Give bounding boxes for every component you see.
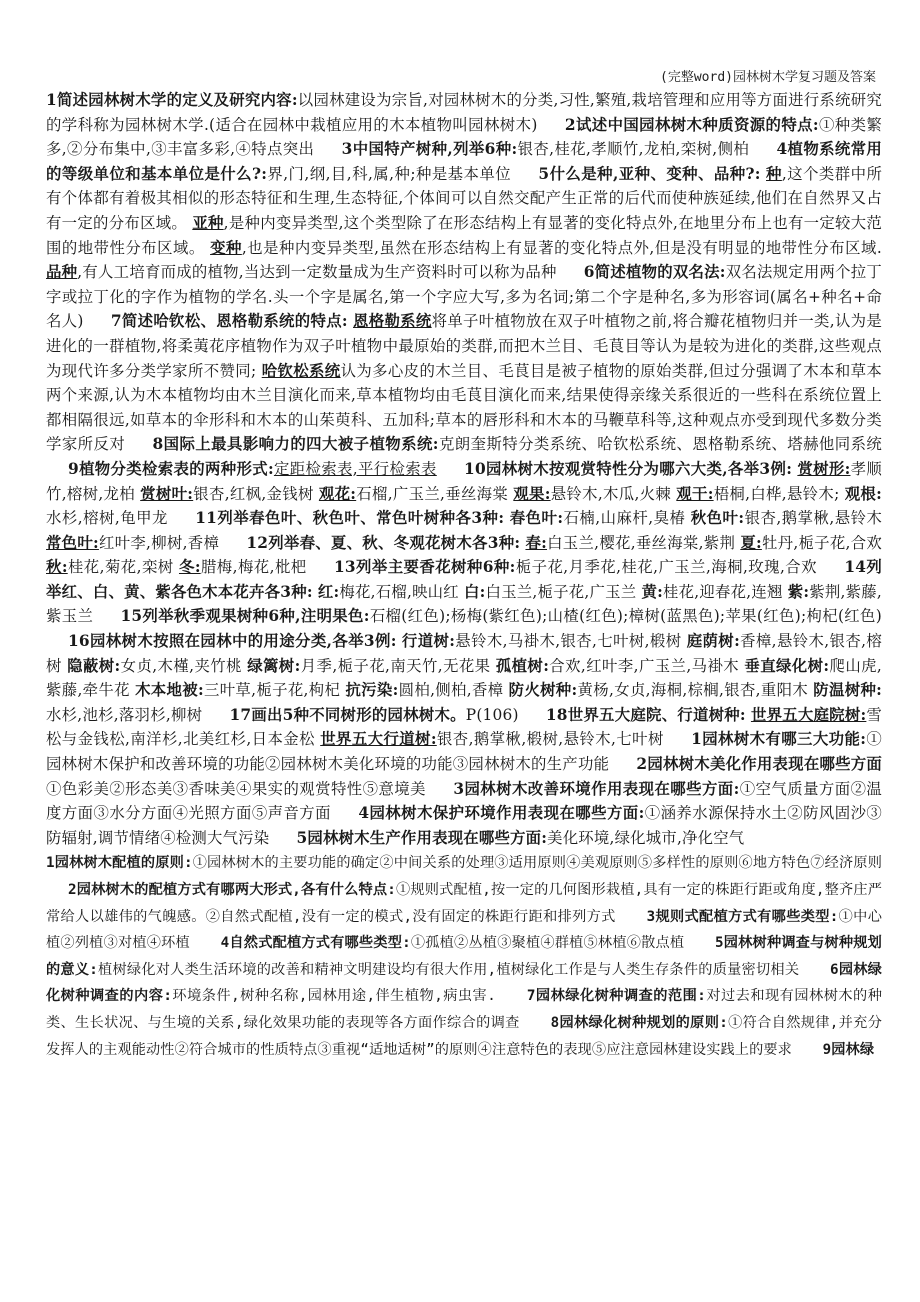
answer-text: 石榴,广玉兰,垂丝海棠: [356, 484, 509, 503]
question-label: 紫:: [787, 582, 810, 601]
question-label: 5什么是种,亚种、变种、品种?:: [538, 164, 761, 183]
answer-text: 水杉,池杉,落羽杉,柳树: [46, 705, 203, 724]
answer-text: 植树绿化对人类生活环境的改善和精神文明建设均有很大作用,植树绿化工作是与人类生存条件的质量密切相关: [97, 961, 800, 978]
term-label: 赏树叶:: [140, 484, 194, 503]
answer-text: ①涵养水源保持水土②防风固沙③防辐射,调节情绪④检测大气污染: [46, 804, 882, 847]
question-label: 12列举春、夏、秋、冬观花树木各3种:: [246, 533, 521, 552]
qa-item: [319, 485, 508, 503]
term-label: 观花:: [318, 484, 357, 503]
term-label: 哈钦松系统: [261, 361, 341, 380]
qa-item: [320, 140, 750, 158]
answer-text: P(106): [465, 705, 519, 724]
answer-text: 月季,栀子花,南天竹,无花果: [300, 656, 491, 675]
question-label: 7简述哈钦松、恩格勒系统的特点:: [110, 312, 348, 331]
qa-item: [320, 730, 664, 748]
qa-item: [402, 632, 682, 650]
answer-text: ①空气质量方面②温度方面③水分方面④光照方面⑤声音方面: [46, 779, 882, 823]
question-label: 13列举主要香花树种6种:: [333, 558, 516, 577]
qa-section-1: [46, 88, 882, 850]
answer-text: 悬铃木,木瓜,火棘: [550, 484, 672, 503]
answer-text: 紫荆,紫藤,紫玉兰: [46, 582, 882, 626]
qa-item: [691, 509, 882, 527]
question-label: 6简述植物的双名法:: [583, 263, 726, 282]
answer-text: ,也是种内变异类型,虽然在形态结构上有显著的变化特点外,但是没有明显的地带性分布区域.: [241, 238, 883, 257]
answer-text: ①园林树木保护和改善环境的功能②园林树木美化环境的功能③园林树木的生产功能: [46, 730, 882, 774]
question-label: 2园林树木的配植方式有哪两大形式,各有什么特点:: [68, 882, 396, 898]
answer-text: ,这个类群中所有个体都有着极其相似的形态特征和生理,生态特征,个体间可以自然交配产生正常的后代而使种族延续,他们在自然界又占有一定的分布区域。: [46, 164, 883, 232]
question-label: 抗污染:: [345, 681, 399, 700]
question-label: 黄:: [641, 582, 663, 601]
answer-text: 白玉兰,樱花,垂丝海棠,紫荆: [547, 533, 736, 552]
term-label: 亚种: [192, 213, 224, 232]
question-label: 11列举春色叶、秋色叶、常色叶树种各3种:: [195, 509, 505, 528]
qa-item: [516, 165, 760, 183]
qa-item: [199, 935, 685, 951]
question-label: 4园林树木保护环境作用表现在哪些方面:: [358, 804, 645, 823]
question-label: 白:: [464, 582, 486, 601]
qa-item: [210, 239, 882, 257]
term-label: 赏树形:: [797, 459, 851, 478]
qa-item: [135, 681, 340, 699]
answer-text: 银杏,桂花,孝顺竹,龙柏,栾树,侧柏: [517, 140, 750, 159]
question-label: 5园林树种调查与树种规划的意义:: [46, 935, 882, 978]
question-label: 15列举秋季观果树种6种,注明果色:: [120, 607, 370, 626]
question-label: 红:: [317, 582, 340, 601]
answer-text: ①园林树木的主要功能的确定②中间关系的处理③适用原则④美观原则⑤多样性的原则⑥地方特色⑦经济原则: [192, 855, 882, 872]
answer-text: 环境条件,树种名称,园林用途,伴生植物,病虫害.: [172, 988, 496, 1005]
question-label: 7园林绿化树种调查的范围:: [526, 988, 706, 1005]
question-label: 3园林树木改善环境作用表现在哪些方面:: [453, 779, 740, 798]
question-label: 1园林树木有哪三大功能:: [691, 730, 867, 749]
question-label: 防温树种:: [813, 681, 883, 700]
qa-item: [510, 509, 686, 527]
qa-item: [207, 706, 518, 724]
question-label: 庭荫树:: [686, 632, 740, 651]
answer-underlined: 定距检索表,平行检索表: [273, 459, 437, 478]
question-label: 春色叶:: [509, 509, 564, 528]
qa-item: [46, 534, 219, 552]
question-label: 5园林树木生产作用表现在哪些方面:: [296, 828, 548, 847]
answer-text: 腊梅,梅花,枇杷: [200, 558, 307, 577]
qa-item: [67, 657, 242, 675]
answer-text: 合欢,红叶李,广玉兰,马褂木: [549, 656, 740, 675]
question-label: 绿篱树:: [247, 656, 301, 675]
question-label: 9园林绿: [822, 1041, 875, 1058]
answer-text: 梧桐,白桦,悬铃木;: [713, 484, 840, 503]
qa-item: [46, 855, 882, 871]
qa-item: [46, 632, 397, 650]
qa-item: [98, 607, 882, 625]
answer-text: 孝顺竹,榕树,龙柏: [46, 459, 882, 503]
qa-item: [179, 558, 307, 576]
answer-text: 银杏,红枫,金钱树: [193, 484, 314, 503]
term-label: 恩格勒系统: [353, 312, 432, 331]
answer-text: 石榴(红色);杨梅(紫红色);山楂(红色);樟树(蓝黑色);苹果(红色);枸杞(红色): [369, 607, 882, 626]
answer-text: 对过去和现有园林树木的种类、生长状况、与生境的关系,绿化效果功能的表现等各方面作综合的调查: [46, 988, 882, 1031]
question-label: 1园林树木配植的原则:: [46, 855, 193, 872]
answer-text: 香樟,悬铃木,银杏,榕树: [46, 632, 882, 675]
answer-text: ①色彩美②形态美③香味美④果实的观赏特性⑤意境美: [46, 779, 426, 798]
question-label: 10园林树木按观赏特性分为哪六大类,各举3例:: [464, 459, 793, 478]
question-label: 秋色叶:: [690, 509, 745, 528]
question-label: 6园林绿化树种调查的内容:: [46, 961, 882, 1005]
term-label: 春:: [525, 533, 548, 552]
term-label: 秋:: [46, 558, 68, 577]
qa-item: [318, 583, 459, 601]
term-label: 种: [766, 164, 782, 183]
answer-text: 桂花,菊花,栾树: [67, 558, 174, 577]
qa-item: [525, 534, 735, 552]
question-label: 18世界五大庭院、行道树种:: [545, 705, 746, 724]
term-label: 世界五大庭院树:: [750, 705, 867, 724]
qa-item: [46, 460, 437, 478]
qa-item: [496, 657, 739, 675]
answer-text: ①符合自然规律,并充分发挥人的主观能动性②符合城市的性质特点③重视“适地适树”的原则④注意特色的表现⑤应注意园林建设实践上的要求: [46, 1014, 882, 1058]
question-label: 行道树:: [401, 632, 456, 651]
qa-item: [224, 534, 520, 552]
answer-text: 黄杨,女贞,海桐,棕榈,银杏,重阳木: [577, 681, 809, 700]
answer-text: 桂花,迎春花,连翘: [663, 582, 783, 601]
answer-text: 雪松与金钱松,南洋杉,北美红杉,日本金松: [46, 705, 883, 749]
answer-text: ①规则式配植,按一定的几何图形栽植,具有一定的株距行距或角度,整齐庄严常给人以雄伟的气魄感。②自然式配植,没有一定的模式,没有固定的株距行距和排列方式: [46, 882, 882, 925]
document-header: (完整word)园林树木学复习题及答案: [660, 70, 876, 85]
question-label: 3规则式配植方式有哪些类型:: [646, 908, 839, 925]
qa-item: [274, 829, 744, 847]
qa-item: [524, 706, 746, 724]
question-label: 4植物系统常用的等级单位和基本单位是什么?:: [46, 140, 883, 183]
term-label: 品种: [46, 263, 78, 282]
qa-item: [247, 657, 490, 675]
answer-text: ①种类繁多,②分布集中,③丰富多彩,④特点突出: [46, 115, 882, 159]
question-label: 8园林绿化树种规划的原则:: [550, 1014, 728, 1031]
answer-text: 双名法规定用两个拉丁字或拉丁化的字作为植物的学名.头一个字是属名,第一个字应大写,多为名词;第二个字是种名,多为形容词(属名+种名+命名人): [46, 263, 883, 331]
answer-text: ,有人工培育而成的植物,当达到一定数量成为生产资料时可以称为品种: [77, 263, 557, 282]
question-label: 观根:: [844, 484, 882, 503]
answer-text: 美化环境,绿化城市,净化空气: [547, 828, 745, 847]
qa-item: [676, 485, 839, 503]
answer-text: 悬铃木,马褂木,银杏,七叶树,椴树: [455, 632, 682, 651]
answer-text: 牡丹,栀子花,合欢: [761, 533, 882, 552]
answer-text: ,是种内变异类型,这个类型除了在形态结构上有显著的变化特点外,在地里分布上也有一定较大范围的地带性分布区域。: [46, 213, 882, 257]
answer-text: 以园林建设为宗旨,对园林树木的分类,习性,繁殖,栽培管理和应用等方面进行系统研究的学科称为园林树木学.(适合在园林中栽植应用的木本植物叫园林树木): [46, 91, 882, 134]
term-label: 观干:: [676, 484, 714, 503]
answer-text: 圆柏,侧柏,香樟: [398, 681, 504, 700]
term-label: 冬:: [178, 558, 201, 577]
qa-item: [345, 681, 503, 699]
question-label: 16园林树木按照在园林中的用途分类,各举3例:: [68, 632, 397, 651]
qa-item: [89, 312, 348, 330]
question-label: 9植物分类检索表的两种形式:: [68, 459, 274, 478]
answer-text: ①孤植②丛植③聚植④群植⑤林植⑥散点植: [410, 935, 685, 952]
answer-text: 界,门,纲,目,科,属,种;种是基本单位: [267, 164, 512, 183]
answer-text: 克朗奎斯特分类系统、哈钦松系统、恩格勒系统、塔赫他同系统: [438, 435, 882, 454]
answer-text: 银杏,鹅掌楸,悬铃木: [744, 509, 883, 528]
question-label: 孤植树:: [495, 656, 550, 675]
answer-text: 红叶李,柳树,香樟: [98, 533, 220, 552]
question-label: 隐蔽树:: [67, 656, 121, 675]
qa-item: [642, 583, 783, 601]
qa-item: [801, 1042, 875, 1058]
term-label: 世界五大行道树:: [320, 730, 437, 749]
question-label: 2园林树木美化作用表现在哪些方面: [636, 755, 882, 774]
question-label: 木本地被:: [135, 681, 204, 700]
answer-text: 将单子叶植物放在双子叶植物之前,将合瓣花植物归并一类,认为是进化的一群植物,将柔荑花序植物作为双子叶植物中最原始的类群,而把木兰目、毛茛目等认为是较为进化的类群,这些观点为现代许多分类学家所不赞同;: [46, 312, 882, 380]
qa-section-2: [46, 850, 882, 1063]
question-label: 8国际上最具影响力的四大被子植物系统:: [152, 435, 439, 454]
qa-item: [464, 583, 636, 601]
qa-item: [442, 460, 792, 478]
term-label: 夏:: [740, 533, 762, 552]
qa-item: [312, 558, 817, 576]
question-label: 14列举红、白、黄、紫各色木本花卉各3种:: [46, 558, 882, 601]
qa-item: [173, 509, 504, 527]
answer-text: 栀子花,月季花,桂花,广玉兰,海桐,玫瑰,合欢: [515, 558, 817, 577]
answer-text: 银杏,鹅掌楸,椴树,悬铃木,七叶树: [436, 730, 664, 749]
answer-text: 梅花,石榴,映山红: [339, 582, 459, 601]
qa-item: [509, 681, 808, 699]
qa-item: [46, 263, 557, 281]
qa-item: [140, 485, 314, 503]
answer-text: 三叶草,栀子花,枸杞: [203, 681, 341, 700]
question-label: 3中国特产树种,列举6种:: [341, 140, 518, 159]
question-label: 防火树种:: [508, 681, 578, 700]
qa-item: [740, 534, 882, 552]
term-label: 变种: [210, 238, 242, 257]
answer-text: 认为多心皮的木兰目、毛茛目是被子植物的原始类群,但过分强调了木本和草本两个来源,认为木本植物均由木兰目演化而来,草本植物均由毛茛目演化而来,结果使得亲缘关系很近的一些科在系统位置上都相隔很远,如草本的伞形科和木本的山茱萸科、五加科;草本的唇形科和木本的马鞭草科等,这种观点亦受到现代多数分类学家所反对: [46, 361, 882, 454]
question-label: 2试述中国园林树木种质资源的特点:: [564, 115, 819, 134]
question-label: 垂直绿化树:: [744, 656, 830, 675]
term-label: 观果:: [513, 484, 551, 503]
answer-text: 白玉兰,栀子花,广玉兰: [485, 582, 637, 601]
answer-text: 水杉,榕树,龟甲龙: [46, 509, 168, 528]
term-label: 常色叶:: [46, 533, 99, 552]
question-label: 17画出5种不同树形的园林树木。: [229, 705, 466, 724]
question-label: 1简述园林树木学的定义及研究内容:: [46, 91, 298, 109]
qa-item: [46, 558, 174, 576]
qa-item: [513, 485, 671, 503]
answer-text: 女贞,木槿,夹竹桃: [120, 656, 242, 675]
answer-text: ①中心植②列植③对植④环植: [46, 908, 882, 952]
answer-text: 石楠,山麻杆,臭椿: [563, 509, 686, 528]
qa-item: [131, 435, 882, 453]
answer-text: 爬山虎,紫藤,牵牛花: [46, 656, 883, 700]
question-label: 4自然式配植方式有哪些类型:: [220, 935, 411, 952]
